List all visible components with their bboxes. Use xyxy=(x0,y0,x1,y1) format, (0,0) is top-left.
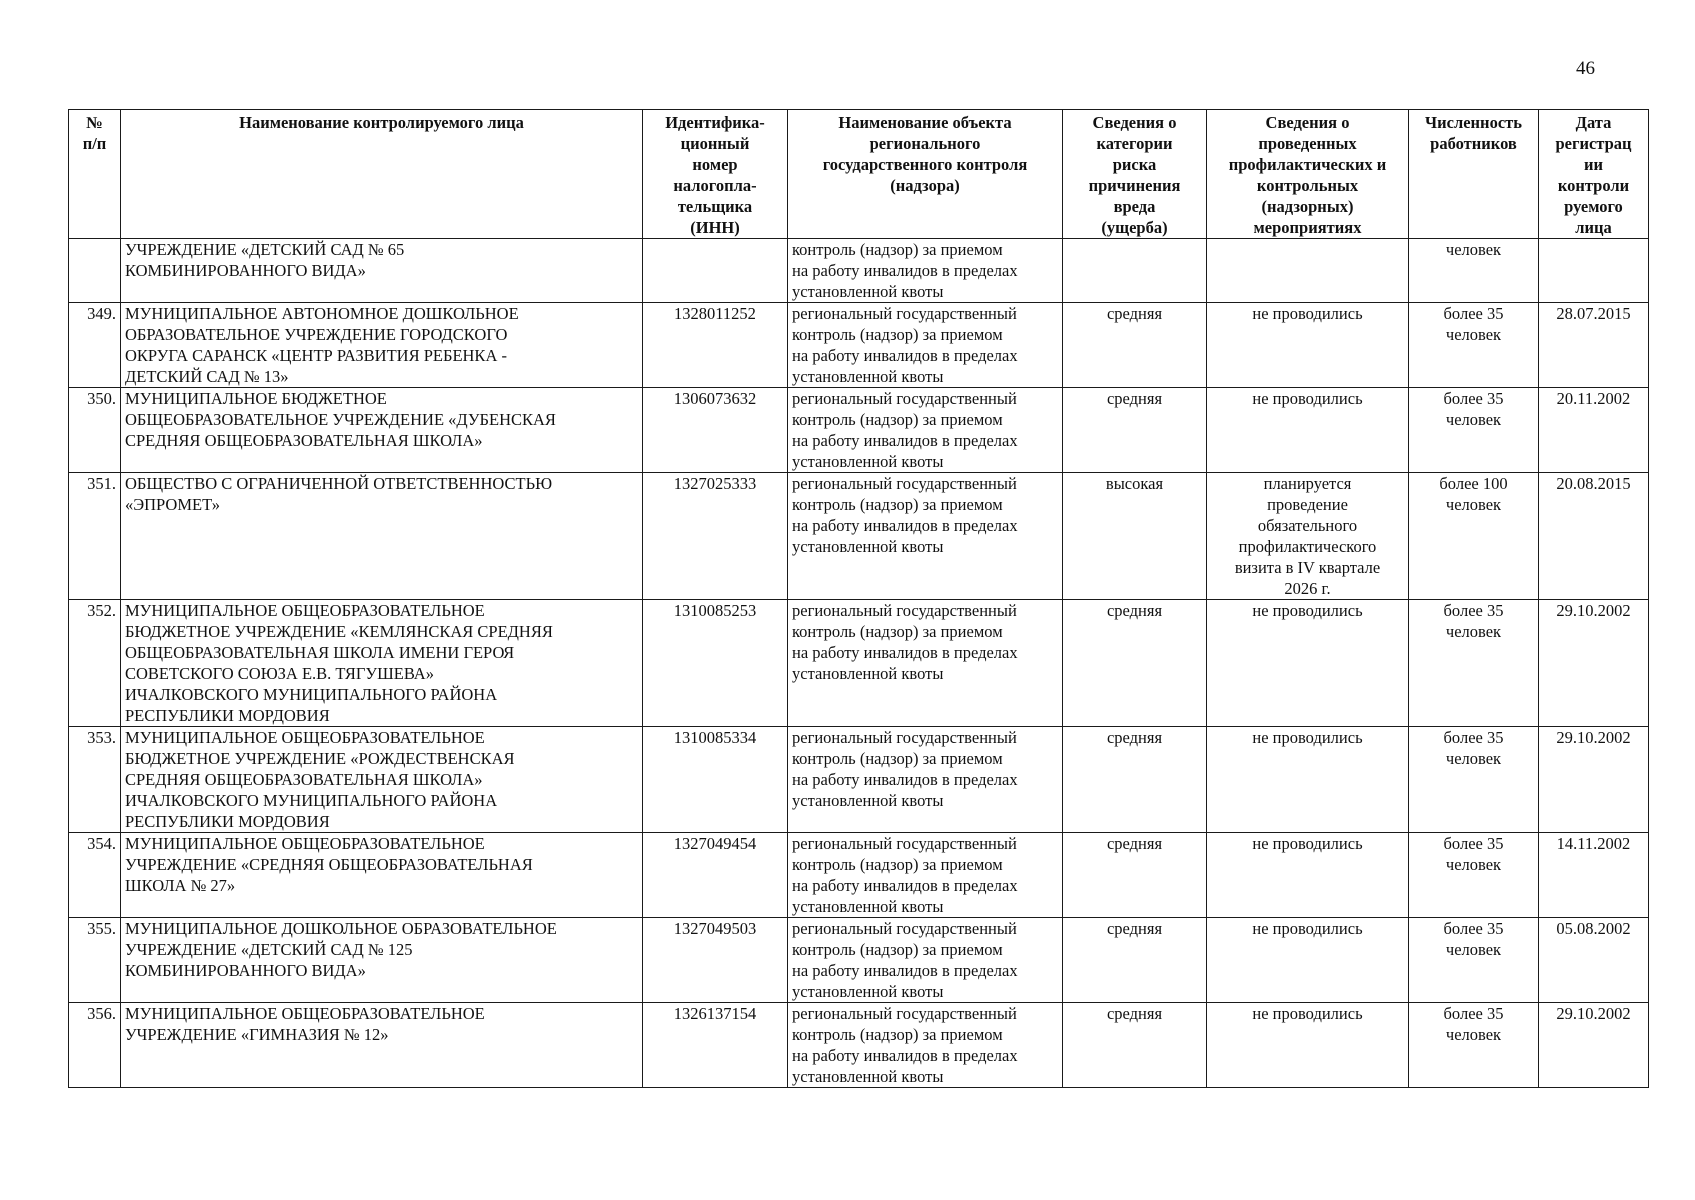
entity-inn: 1326137154 xyxy=(643,1003,788,1088)
table-row xyxy=(69,1003,1649,1088)
header-risk: Сведения о категории риска причинения вреда (ущерба) xyxy=(1063,110,1207,239)
control-object: региональный государственный контроль (надзор) за приемом на работу инвалидов в пределах установленной квоты xyxy=(788,727,1063,833)
risk-category: средняя xyxy=(1063,1003,1207,1088)
row-number: 350. xyxy=(69,388,121,473)
registration-date: 29.10.2002 xyxy=(1539,727,1649,833)
row-number: 355. xyxy=(69,918,121,1003)
prevention-info: не проводились xyxy=(1207,833,1409,918)
registration-date: 29.10.2002 xyxy=(1539,1003,1649,1088)
entity-name: МУНИЦИПАЛЬНОЕ ДОШКОЛЬНОЕ ОБРАЗОВАТЕЛЬНОЕ УЧРЕЖДЕНИЕ «ДЕТСКИЙ САД № 125 КОМБИНИРОВАННОГО ВИДА» xyxy=(121,918,643,1003)
registration-date: 20.11.2002 xyxy=(1539,388,1649,473)
header-object: Наименование объекта регионального государственного контроля (надзора) xyxy=(788,110,1063,239)
table-header xyxy=(69,110,1649,239)
header-prevention: Сведения о проведенных профилактических и контрольных (надзорных) мероприятиях xyxy=(1207,110,1409,239)
entity-inn: 1327025333 xyxy=(643,473,788,600)
registration-date xyxy=(1539,239,1649,303)
risk-category: средняя xyxy=(1063,388,1207,473)
registration-date: 14.11.2002 xyxy=(1539,833,1649,918)
table-row xyxy=(69,600,1649,727)
header-staff: Численность работников xyxy=(1409,110,1539,239)
table-row xyxy=(69,918,1649,1003)
entity-name: МУНИЦИПАЛЬНОЕ ОБЩЕОБРАЗОВАТЕЛЬНОЕ УЧРЕЖДЕНИЕ «ГИМНАЗИЯ № 12» xyxy=(121,1003,643,1088)
page-number: 46 xyxy=(1576,58,1595,79)
control-object: региональный государственный контроль (надзор) за приемом на работу инвалидов в пределах установленной квоты xyxy=(788,1003,1063,1088)
row-number xyxy=(69,239,121,303)
row-number: 349. xyxy=(69,303,121,388)
prevention-info: не проводились xyxy=(1207,388,1409,473)
entity-inn: 1327049503 xyxy=(643,918,788,1003)
risk-category: средняя xyxy=(1063,918,1207,1003)
table-row xyxy=(69,833,1649,918)
control-object: региональный государственный контроль (надзор) за приемом на работу инвалидов в пределах установленной квоты xyxy=(788,303,1063,388)
prevention-info: не проводились xyxy=(1207,600,1409,727)
control-object: контроль (надзор) за приемом на работу инвалидов в пределах установленной квоты xyxy=(788,239,1063,303)
row-number: 351. xyxy=(69,473,121,600)
control-object: региональный государственный контроль (надзор) за приемом на работу инвалидов в пределах установленной квоты xyxy=(788,388,1063,473)
staff-count: более 35 человек xyxy=(1409,388,1539,473)
row-number: 356. xyxy=(69,1003,121,1088)
risk-category: средняя xyxy=(1063,727,1207,833)
control-object: региональный государственный контроль (надзор) за приемом на работу инвалидов в пределах установленной квоты xyxy=(788,473,1063,600)
control-object: региональный государственный контроль (надзор) за приемом на работу инвалидов в пределах установленной квоты xyxy=(788,833,1063,918)
row-number: 354. xyxy=(69,833,121,918)
risk-category xyxy=(1063,239,1207,303)
entity-name: ОБЩЕСТВО С ОГРАНИЧЕННОЙ ОТВЕТСТВЕННОСТЬЮ «ЭПРОМЕТ» xyxy=(121,473,643,600)
prevention-info: не проводились xyxy=(1207,303,1409,388)
prevention-info: планируется проведение обязательного профилактического визита в IV квартале 2026 г. xyxy=(1207,473,1409,600)
table-row xyxy=(69,473,1649,600)
control-object: региональный государственный контроль (надзор) за приемом на работу инвалидов в пределах установленной квоты xyxy=(788,600,1063,727)
staff-count: более 35 человек xyxy=(1409,833,1539,918)
risk-category: средняя xyxy=(1063,303,1207,388)
entity-inn: 1327049454 xyxy=(643,833,788,918)
registry-table xyxy=(68,109,1649,1088)
staff-count: более 35 человек xyxy=(1409,918,1539,1003)
staff-count: более 100 человек xyxy=(1409,473,1539,600)
entity-name: МУНИЦИПАЛЬНОЕ ОБЩЕОБРАЗОВАТЕЛЬНОЕ БЮДЖЕТНОЕ УЧРЕЖДЕНИЕ «РОЖДЕСТВЕНСКАЯ СРЕДНЯЯ ОБЩЕОБРАЗОВАТЕЛЬНАЯ ШКОЛА» ИЧАЛКОВСКОГО МУНИЦИПАЛЬНОГО РАЙОНА РЕСПУБЛИКИ МОРДОВИЯ xyxy=(121,727,643,833)
risk-category: высокая xyxy=(1063,473,1207,600)
registration-date: 05.08.2002 xyxy=(1539,918,1649,1003)
table-row xyxy=(69,303,1649,388)
row-number: 353. xyxy=(69,727,121,833)
entity-inn xyxy=(643,239,788,303)
prevention-info: не проводились xyxy=(1207,918,1409,1003)
registration-date: 28.07.2015 xyxy=(1539,303,1649,388)
entity-inn: 1306073632 xyxy=(643,388,788,473)
entity-name: УЧРЕЖДЕНИЕ «ДЕТСКИЙ САД № 65 КОМБИНИРОВАННОГО ВИДА» xyxy=(121,239,643,303)
entity-inn: 1310085334 xyxy=(643,727,788,833)
entity-inn: 1328011252 xyxy=(643,303,788,388)
entity-name: МУНИЦИПАЛЬНОЕ БЮДЖЕТНОЕ ОБЩЕОБРАЗОВАТЕЛЬНОЕ УЧРЕЖДЕНИЕ «ДУБЕНСКАЯ СРЕДНЯЯ ОБЩЕОБРАЗОВАТЕЛЬНАЯ ШКОЛА» xyxy=(121,388,643,473)
risk-category: средняя xyxy=(1063,833,1207,918)
row-number: 352. xyxy=(69,600,121,727)
entity-name: МУНИЦИПАЛЬНОЕ АВТОНОМНОЕ ДОШКОЛЬНОЕ ОБРАЗОВАТЕЛЬНОЕ УЧРЕЖДЕНИЕ ГОРОДСКОГО ОКРУГА САРАНСК «ЦЕНТР РАЗВИТИЯ РЕБЕНКА - ДЕТСКИЙ САД № 13» xyxy=(121,303,643,388)
entity-name: МУНИЦИПАЛЬНОЕ ОБЩЕОБРАЗОВАТЕЛЬНОЕ БЮДЖЕТНОЕ УЧРЕЖДЕНИЕ «КЕМЛЯНСКАЯ СРЕДНЯЯ ОБЩЕОБРАЗОВАТЕЛЬНАЯ ШКОЛА ИМЕНИ ГЕРОЯ СОВЕТСКОГО СОЮЗА Е.В. ТЯГУШЕВА» ИЧАЛКОВСКОГО МУНИЦИПАЛЬНОГО РАЙОНА РЕСПУБЛИКИ МОРДОВИЯ xyxy=(121,600,643,727)
prevention-info: не проводились xyxy=(1207,727,1409,833)
registration-date: 20.08.2015 xyxy=(1539,473,1649,600)
staff-count: более 35 человек xyxy=(1409,1003,1539,1088)
header-row xyxy=(69,110,1649,239)
table-row xyxy=(69,388,1649,473)
header-name: Наименование контролируемого лица xyxy=(121,110,643,239)
registration-date: 29.10.2002 xyxy=(1539,600,1649,727)
table-row xyxy=(69,727,1649,833)
table-row xyxy=(69,239,1649,303)
risk-category: средняя xyxy=(1063,600,1207,727)
staff-count: более 35 человек xyxy=(1409,600,1539,727)
prevention-info xyxy=(1207,239,1409,303)
entity-inn: 1310085253 xyxy=(643,600,788,727)
staff-count: более 35 человек xyxy=(1409,303,1539,388)
header-num: № п/п xyxy=(69,110,121,239)
prevention-info: не проводились xyxy=(1207,1003,1409,1088)
staff-count: человек xyxy=(1409,239,1539,303)
entity-name: МУНИЦИПАЛЬНОЕ ОБЩЕОБРАЗОВАТЕЛЬНОЕ УЧРЕЖДЕНИЕ «СРЕДНЯЯ ОБЩЕОБРАЗОВАТЕЛЬНАЯ ШКОЛА № 27» xyxy=(121,833,643,918)
table-body xyxy=(69,239,1649,1088)
control-object: региональный государственный контроль (надзор) за приемом на работу инвалидов в пределах установленной квоты xyxy=(788,918,1063,1003)
staff-count: более 35 человек xyxy=(1409,727,1539,833)
header-inn: Идентифика- ционный номер налогопла- тельщика (ИНН) xyxy=(643,110,788,239)
header-date: Дата регистрац ии контроли руемого лица xyxy=(1539,110,1649,239)
